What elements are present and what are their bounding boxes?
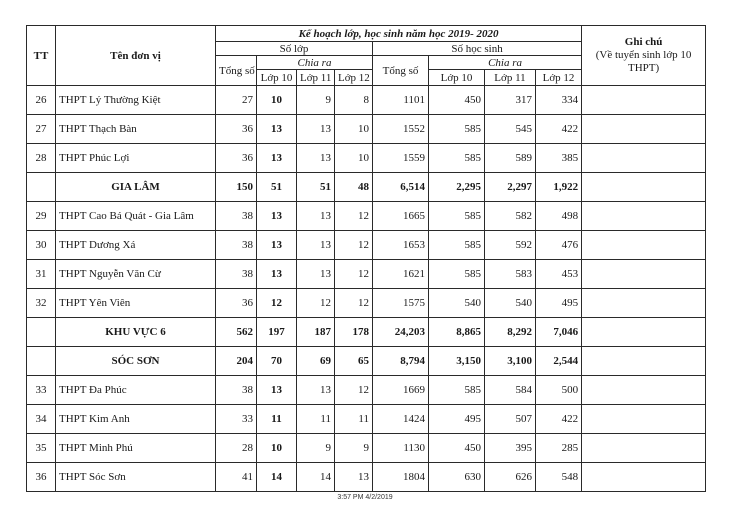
cell-c-total: 38: [216, 376, 257, 405]
cell-note: [582, 434, 706, 463]
table-row: [27, 434, 706, 463]
print-timestamp: 3:57 PM 4/2/2019: [337, 494, 393, 501]
header-note: [582, 26, 706, 86]
cell-s-total: 1653: [373, 231, 429, 260]
header-unit: Tên đơn vị: [56, 26, 216, 86]
cell-name: THPT Đa Phúc: [56, 376, 216, 405]
cell-note: [582, 202, 706, 231]
cell-c11: 187: [297, 318, 335, 347]
cell-c12: 65: [335, 347, 373, 376]
cell-c12: 12: [335, 289, 373, 318]
cell-s10: 450: [429, 434, 485, 463]
cell-tt: 28: [27, 144, 56, 173]
cell-note: [582, 144, 706, 173]
header-tt: TT: [27, 26, 56, 86]
cell-c10: 70: [257, 347, 297, 376]
cell-name: THPT Yên Viên: [56, 289, 216, 318]
cell-s11: 507: [485, 405, 536, 434]
cell-s12: 476: [536, 231, 582, 260]
cell-c10: 11: [257, 405, 297, 434]
cell-c10: 14: [257, 463, 297, 492]
cell-s10: 8,865: [429, 318, 485, 347]
cell-c12: 9: [335, 434, 373, 463]
cell-note: [582, 115, 706, 144]
table-row: [27, 376, 706, 405]
cell-c10: 13: [257, 260, 297, 289]
cell-c-total: 33: [216, 405, 257, 434]
cell-s10: 495: [429, 405, 485, 434]
cell-s10: 2,295: [429, 173, 485, 202]
cell-c12: 10: [335, 144, 373, 173]
cell-name: THPT Minh Phú: [56, 434, 216, 463]
cell-name: SÓC SƠN: [56, 347, 216, 376]
table-row: [27, 86, 706, 115]
cell-tt: 27: [27, 115, 56, 144]
cell-name: THPT Lý Thường Kiệt: [56, 86, 216, 115]
cell-tt: 29: [27, 202, 56, 231]
section-row: [27, 318, 706, 347]
section-row: [27, 173, 706, 202]
cell-s12: 422: [536, 115, 582, 144]
cell-s10: 3,150: [429, 347, 485, 376]
cell-c12: 178: [335, 318, 373, 347]
cell-s12: 422: [536, 405, 582, 434]
cell-s11: 8,292: [485, 318, 536, 347]
cell-c-total: 36: [216, 289, 257, 318]
cell-s-total: 1621: [373, 260, 429, 289]
cell-s11: 317: [485, 86, 536, 115]
cell-s12: 548: [536, 463, 582, 492]
cell-c-total: 38: [216, 260, 257, 289]
cell-s10: 585: [429, 231, 485, 260]
cell-c10: 13: [257, 115, 297, 144]
cell-c11: 14: [297, 463, 335, 492]
cell-s-total: 1552: [373, 115, 429, 144]
cell-tt: 34: [27, 405, 56, 434]
cell-name: THPT Sóc Sơn: [56, 463, 216, 492]
cell-c-total: 28: [216, 434, 257, 463]
cell-note: [582, 260, 706, 289]
cell-s10: 585: [429, 202, 485, 231]
cell-c12: 12: [335, 202, 373, 231]
cell-c10: 12: [257, 289, 297, 318]
cell-s12: 334: [536, 86, 582, 115]
cell-c12: 12: [335, 231, 373, 260]
cell-c12: 48: [335, 173, 373, 202]
header-class-g10: Lớp 10: [257, 70, 297, 86]
cell-c12: 8: [335, 86, 373, 115]
cell-c12: 13: [335, 463, 373, 492]
cell-c11: 51: [297, 173, 335, 202]
cell-c10: 13: [257, 231, 297, 260]
cell-s10: 540: [429, 289, 485, 318]
cell-name: GIA LÂM: [56, 173, 216, 202]
cell-note: [582, 463, 706, 492]
header-classes: Số lớp: [216, 42, 373, 56]
cell-s-total: 1130: [373, 434, 429, 463]
cell-tt: 36: [27, 463, 56, 492]
cell-c10: 13: [257, 202, 297, 231]
header-students: Số học sinh: [373, 42, 582, 56]
cell-s12: 2,544: [536, 347, 582, 376]
cell-s-total: 24,203: [373, 318, 429, 347]
document: [26, 25, 705, 492]
section-row: [27, 347, 706, 376]
cell-s-total: 1101: [373, 86, 429, 115]
cell-tt: [27, 347, 56, 376]
header-class-total: Tổng số: [216, 56, 257, 86]
cell-s-total: 8,794: [373, 347, 429, 376]
cell-tt: 26: [27, 86, 56, 115]
cell-s12: 453: [536, 260, 582, 289]
cell-c12: 12: [335, 376, 373, 405]
cell-name: THPT Dương Xá: [56, 231, 216, 260]
cell-s12: 385: [536, 144, 582, 173]
cell-note: [582, 318, 706, 347]
cell-tt: 33: [27, 376, 56, 405]
cell-s10: 585: [429, 260, 485, 289]
cell-s11: 395: [485, 434, 536, 463]
cell-s10: 585: [429, 144, 485, 173]
cell-c10: 10: [257, 86, 297, 115]
header-plan: Kế hoạch lớp, học sinh năm học 2019- 2020: [216, 26, 582, 42]
cell-s-total: 6,514: [373, 173, 429, 202]
cell-c-total: 150: [216, 173, 257, 202]
cell-c11: 9: [297, 86, 335, 115]
cell-c11: 13: [297, 231, 335, 260]
cell-c10: 13: [257, 144, 297, 173]
cell-c-total: 562: [216, 318, 257, 347]
cell-c10: 197: [257, 318, 297, 347]
header-class-split: Chia ra: [257, 56, 373, 70]
cell-s12: 500: [536, 376, 582, 405]
header-student-total: Tổng số: [373, 56, 429, 86]
header-student-g10: Lớp 10: [429, 70, 485, 86]
cell-note: [582, 347, 706, 376]
table-row: [27, 144, 706, 173]
cell-s-total: 1559: [373, 144, 429, 173]
cell-c-total: 41: [216, 463, 257, 492]
cell-s-total: 1669: [373, 376, 429, 405]
cell-note: [582, 376, 706, 405]
cell-s12: 1,922: [536, 173, 582, 202]
table-row: [27, 115, 706, 144]
cell-name: THPT Nguyễn Văn Cừ: [56, 260, 216, 289]
cell-note: [582, 405, 706, 434]
cell-c10: 51: [257, 173, 297, 202]
cell-c11: 13: [297, 376, 335, 405]
table-row: [27, 260, 706, 289]
cell-s-total: 1665: [373, 202, 429, 231]
cell-c11: 13: [297, 202, 335, 231]
cell-c12: 10: [335, 115, 373, 144]
cell-note: [582, 173, 706, 202]
table-row: [27, 405, 706, 434]
cell-s11: 583: [485, 260, 536, 289]
table-body: [27, 86, 706, 492]
cell-note: [582, 289, 706, 318]
cell-c11: 13: [297, 144, 335, 173]
cell-c-total: 27: [216, 86, 257, 115]
cell-s10: 585: [429, 376, 485, 405]
table-row: [27, 289, 706, 318]
cell-c12: 11: [335, 405, 373, 434]
header-student-g12: Lớp 12: [536, 70, 582, 86]
cell-c11: 11: [297, 405, 335, 434]
cell-tt: 32: [27, 289, 56, 318]
cell-s12: 495: [536, 289, 582, 318]
cell-s11: 589: [485, 144, 536, 173]
cell-note: [582, 231, 706, 260]
class-student-plan-table: [26, 25, 706, 492]
cell-tt: [27, 318, 56, 347]
table-row: [27, 202, 706, 231]
cell-c-total: 38: [216, 231, 257, 260]
cell-s11: 626: [485, 463, 536, 492]
header-class-g12: Lớp 12: [335, 70, 373, 86]
cell-tt: 35: [27, 434, 56, 463]
cell-s11: 584: [485, 376, 536, 405]
cell-c-total: 36: [216, 144, 257, 173]
header-student-split: Chia ra: [429, 56, 582, 70]
cell-s10: 450: [429, 86, 485, 115]
table-row: [27, 463, 706, 492]
cell-c11: 12: [297, 289, 335, 318]
header-note-title: Ghi chú: [624, 36, 663, 48]
cell-c11: 69: [297, 347, 335, 376]
cell-c11: 9: [297, 434, 335, 463]
header-class-g11: Lớp 11: [297, 70, 335, 86]
cell-s11: 540: [485, 289, 536, 318]
cell-c10: 10: [257, 434, 297, 463]
cell-name: KHU VỰC 6: [56, 318, 216, 347]
cell-name: THPT Phúc Lợi: [56, 144, 216, 173]
cell-s11: 3,100: [485, 347, 536, 376]
header-student-g11: Lớp 11: [485, 70, 536, 86]
cell-c-total: 38: [216, 202, 257, 231]
cell-s11: 592: [485, 231, 536, 260]
cell-c-total: 204: [216, 347, 257, 376]
cell-s12: 7,046: [536, 318, 582, 347]
cell-s10: 630: [429, 463, 485, 492]
cell-note: [582, 86, 706, 115]
cell-s11: 2,297: [485, 173, 536, 202]
table-row: [27, 231, 706, 260]
cell-c11: 13: [297, 260, 335, 289]
cell-s12: 498: [536, 202, 582, 231]
cell-name: THPT Cao Bá Quát - Gia Lâm: [56, 202, 216, 231]
cell-tt: [27, 173, 56, 202]
cell-s11: 582: [485, 202, 536, 231]
header-note-sub: (Về tuyển sinh lớp 10 THPT): [595, 49, 692, 74]
cell-tt: 31: [27, 260, 56, 289]
cell-s11: 545: [485, 115, 536, 144]
cell-c10: 13: [257, 376, 297, 405]
cell-s-total: 1575: [373, 289, 429, 318]
cell-c-total: 36: [216, 115, 257, 144]
cell-c11: 13: [297, 115, 335, 144]
cell-name: THPT Thạch Bàn: [56, 115, 216, 144]
cell-c12: 12: [335, 260, 373, 289]
cell-s-total: 1804: [373, 463, 429, 492]
cell-s10: 585: [429, 115, 485, 144]
cell-name: THPT Kim Anh: [56, 405, 216, 434]
cell-tt: 30: [27, 231, 56, 260]
cell-s-total: 1424: [373, 405, 429, 434]
cell-s12: 285: [536, 434, 582, 463]
